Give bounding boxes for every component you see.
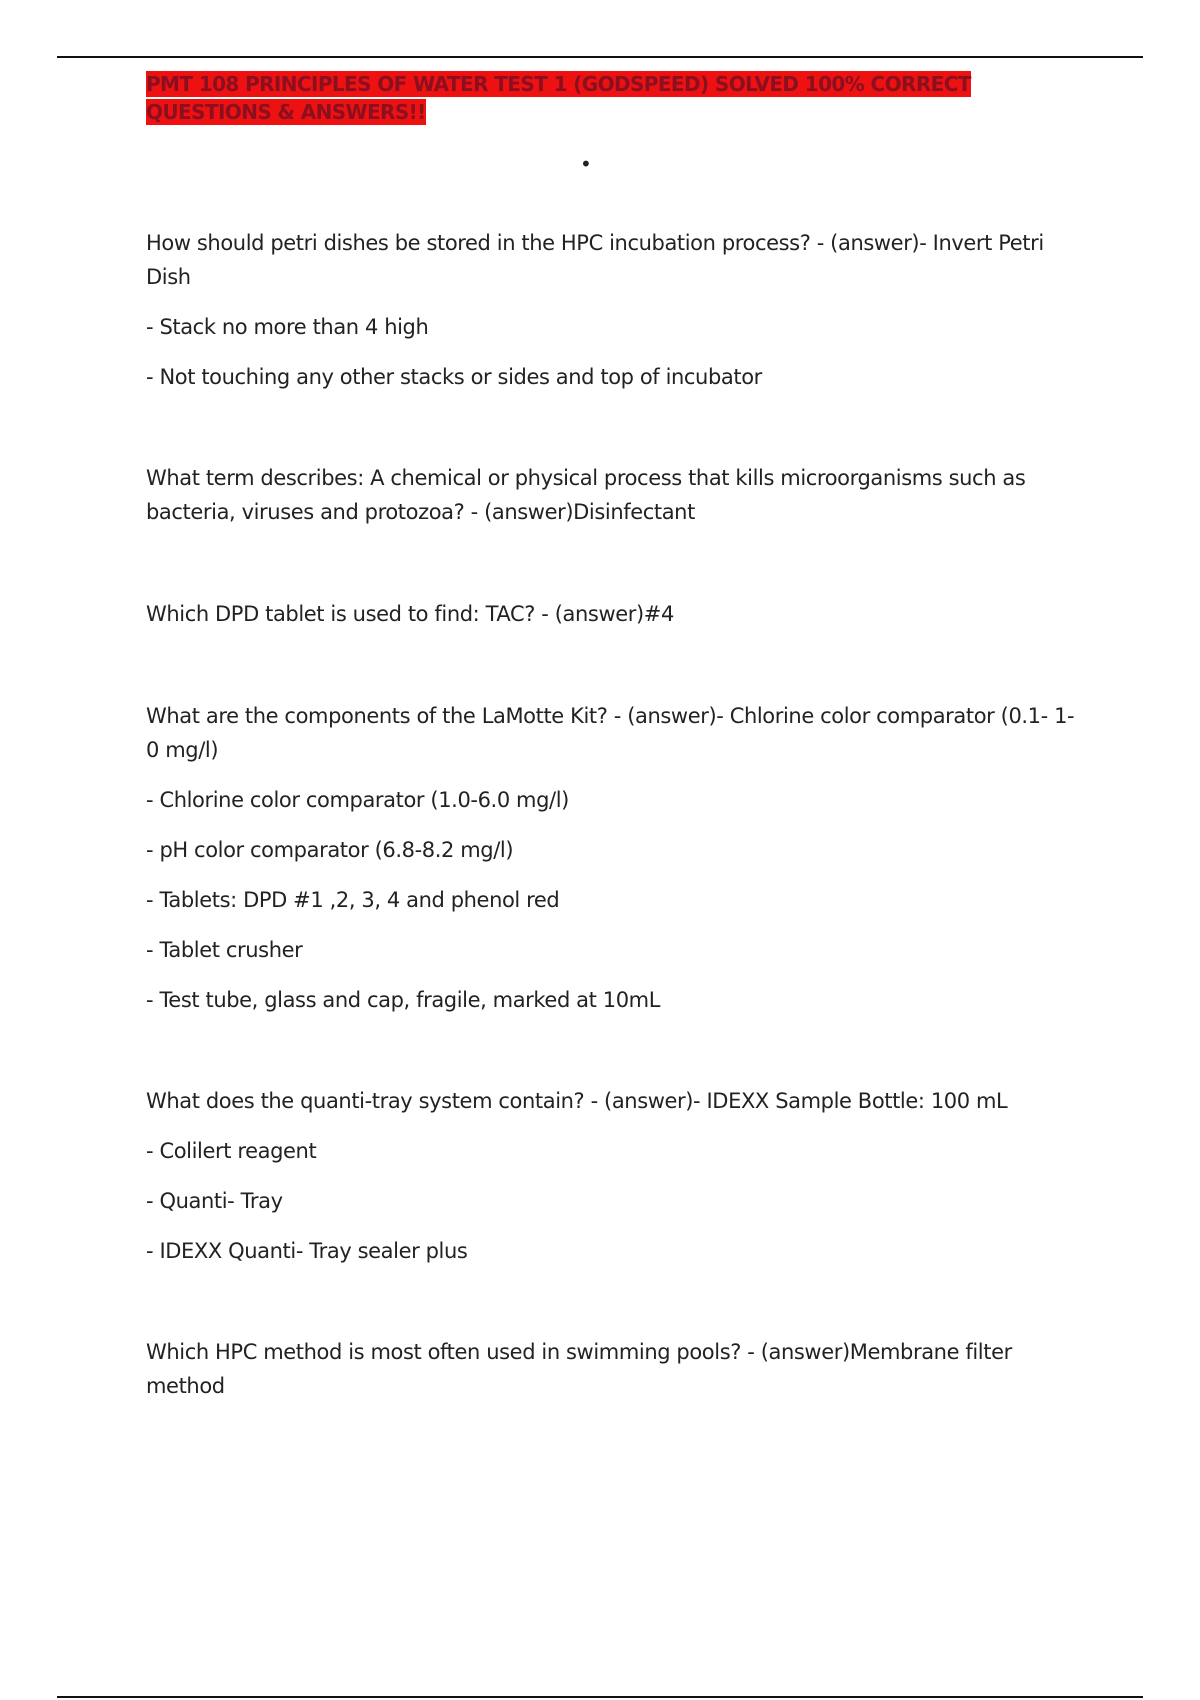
qa-subitem: - Colilert reagent	[146, 1139, 317, 1163]
qa-item	[146, 1335, 1086, 1403]
top-rule	[57, 56, 1143, 58]
qa-item	[146, 597, 1086, 631]
qa-list	[146, 226, 1086, 1403]
qa-subitem: - Test tube, glass and cap, fragile, marked at 10mL	[146, 988, 661, 1012]
qa-item	[146, 461, 1086, 529]
qa-question: What are the components of the LaMotte Kit? - (answer)- Chlorine color comparator (0.1- 1-0 mg/l)	[146, 704, 1075, 762]
qa-question: Which HPC method is most often used in swimming pools? - (answer)Membrane filter method	[146, 1340, 1012, 1398]
qa-subitem: - Not touching any other stacks or sides and top of incubator	[146, 365, 762, 389]
document-title: PMT 108 PRINCIPLES OF WATER TEST 1 (GODSPEED) SOLVED 100% CORRECT QUESTIONS & ANSWERS!!	[146, 72, 971, 124]
qa-subitem: - Tablet crusher	[146, 938, 303, 962]
qa-subitem: - Chlorine color comparator (1.0-6.0 mg/l)	[146, 788, 569, 812]
qa-question: What does the quanti-tray system contain? - (answer)- IDEXX Sample Bottle: 100 mL	[146, 1089, 1008, 1113]
bottom-rule	[57, 1696, 1143, 1698]
qa-question: What term describes: A chemical or physical process that kills microorganisms such as bacteria, viruses and protozoa? - (answer)Disinfectant	[146, 466, 1026, 524]
bullet-mark: •	[580, 152, 592, 176]
qa-question: Which DPD tablet is used to find: TAC? - (answer)#4	[146, 602, 674, 626]
qa-subitem: - pH color comparator (6.8-8.2 mg/l)	[146, 838, 514, 862]
qa-subitem: - Stack no more than 4 high	[146, 315, 429, 339]
qa-item	[146, 1084, 1086, 1268]
document-body	[146, 70, 1086, 1403]
qa-question: How should petri dishes be stored in the HPC incubation process? - (answer)- Invert Petri Dish	[146, 231, 1044, 289]
qa-item	[146, 226, 1086, 394]
qa-subitem: - Tablets: DPD #1 ,2, 3, 4 and phenol red	[146, 888, 560, 912]
qa-subitem: - Quanti- Tray	[146, 1189, 283, 1213]
qa-subitem: - IDEXX Quanti- Tray sealer plus	[146, 1239, 468, 1263]
qa-item	[146, 699, 1086, 1017]
